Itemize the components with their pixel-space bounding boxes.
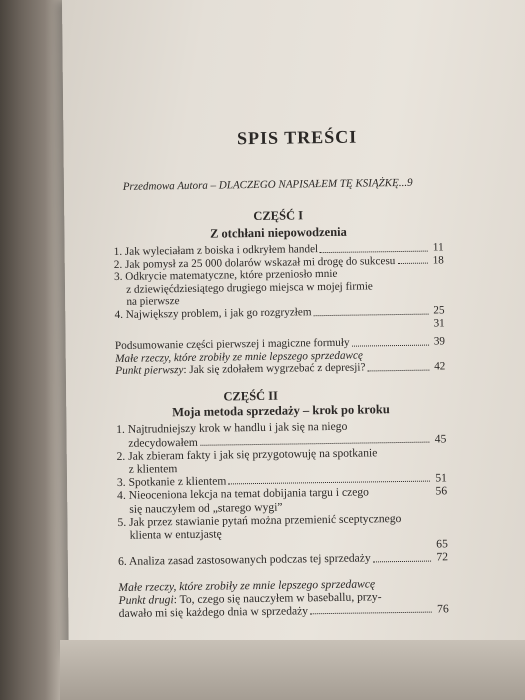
- part-two-title: Moja metoda sprzedaży – krok po kroku: [172, 402, 390, 420]
- preface-page: 9: [406, 176, 413, 189]
- table-of-contents: [112, 125, 449, 620]
- point-one-entry: Punkt pierwszy: Jak się zdołałem wygrzebać z depresji? 42: [115, 360, 446, 378]
- point-two-entry: Punkt drugi: To, czego się nauczyłem w baseballu, przy-: [118, 590, 382, 607]
- part-two-label: CZĘŚĆ II: [223, 388, 279, 404]
- preface-entry: [123, 176, 443, 192]
- summary-entry: Podsumowanie części pierwszej i magiczne formuły 39: [114, 335, 446, 353]
- list-item: 1. Najtrudniejszy krok w handlu i jak się na niego zdecydowałem 45: [116, 420, 447, 450]
- list-item-page: 65: [436, 537, 448, 551]
- small-things-heading: Małe rzeczy, które zrobiły ze mnie lepszego sprzedawcę: [118, 576, 376, 594]
- part-one-title: Z otchłani niepowodzenia: [209, 224, 347, 241]
- list-item: 3. Spotkanie z klientem 51: [116, 471, 447, 490]
- preface-label: Przedmowa Autora: [122, 179, 208, 193]
- page-bottom-edge: [60, 640, 525, 700]
- list-item-page: 31: [433, 316, 445, 330]
- list-item: 1. Jak wyleciałam z boiska i odkryłem handel 11: [113, 241, 444, 258]
- list-item: 2. Jak zbieram fakty i jak się przygotowuję na spotkanie z klientem: [116, 446, 378, 476]
- list-item: 4. Nieoceniona lekcja na temat dobijania targu i czego 56 się nauczyłem od „starego wygi”: [117, 484, 448, 516]
- small-things-heading: Małe rzeczy, które zrobiły ze mnie lepszego sprzedawcę: [115, 349, 363, 365]
- page-title: SPIS TREŚCI: [236, 126, 358, 149]
- list-item: 6. Analiza zasad zastosowanych podczas tej sprzedaży 72: [117, 550, 449, 569]
- preface-dash: –: [207, 179, 219, 192]
- list-item: 2. Jak pomysł za 25 000 dolarów wskazał mi drogę do sukcesu 18: [113, 253, 444, 271]
- list-item: 4. Największy problem, i jak go rozgryzłem 25: [114, 304, 445, 321]
- list-item: 3. Odkrycie matematyczne, które przeniosło mnie z dziewięćdziesiątego drugiego miejsca w mojej firmie na pierwsze: [113, 268, 373, 309]
- part-two: [116, 387, 449, 620]
- preface-dots: ...: [398, 176, 408, 190]
- part-one: [113, 206, 445, 378]
- preface-title: DLACZEGO NAPISAŁEM TĘ KSIĄŻKĘ: [218, 177, 399, 192]
- point-two-entry-cont: dawało mi się każdego dnia w sprzedaży 76: [118, 602, 449, 620]
- list-item: 5. Jak przez stawianie pytań można przemienić sceptycznego klienta w entuzjastę: [117, 511, 402, 542]
- part-one-label: CZĘŚĆ I: [253, 208, 304, 224]
